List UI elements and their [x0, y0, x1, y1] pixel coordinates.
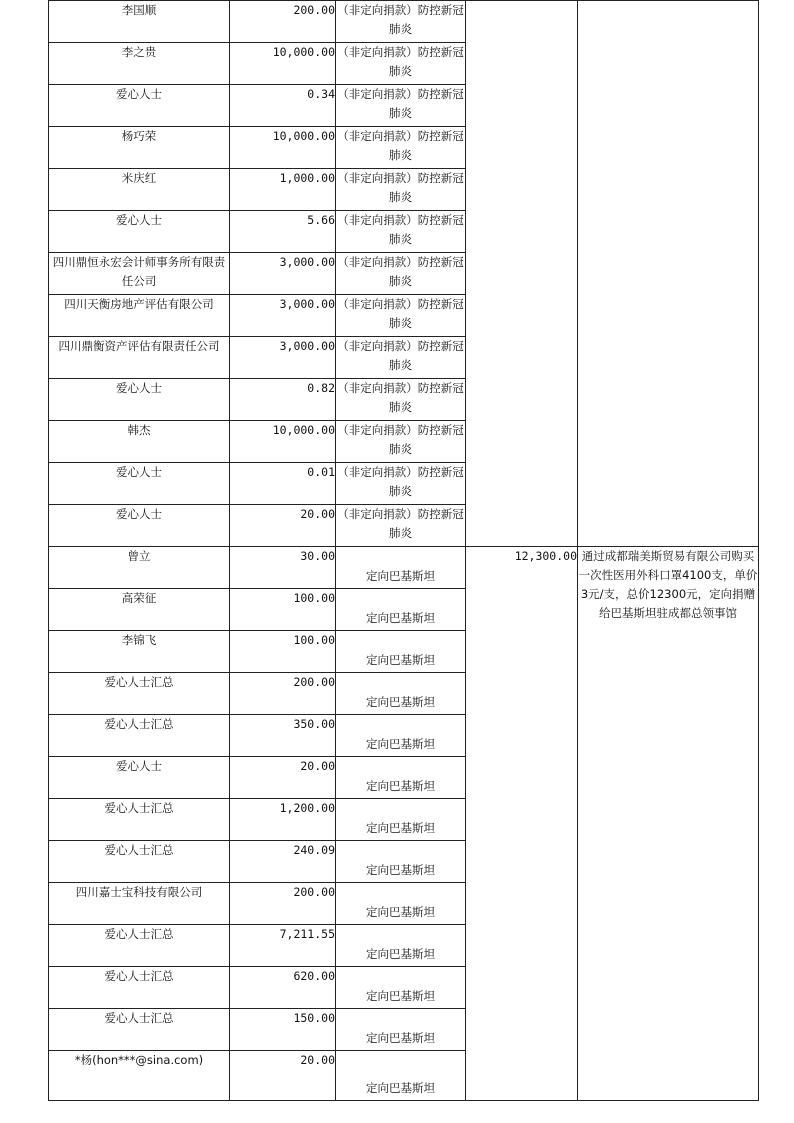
- donor-name: 爱心人士: [49, 505, 230, 547]
- donor-name: 李之贵: [49, 43, 230, 85]
- donation-purpose: 定向巴基斯坦: [336, 799, 466, 841]
- donation-amount: 10,000.00: [230, 127, 336, 169]
- donation-amount: 0.01: [230, 463, 336, 505]
- donation-purpose: （非定向捐款）防控新冠肺炎: [336, 169, 466, 211]
- donor-name: 四川天衡房地产评估有限公司: [49, 295, 230, 337]
- donation-purpose: （非定向捐款）防控新冠肺炎: [336, 43, 466, 85]
- donor-name: 爱心人士汇总: [49, 1009, 230, 1051]
- donor-name: 高荣征: [49, 589, 230, 631]
- donation-amount: 240.09: [230, 841, 336, 883]
- donor-name: 爱心人士汇总: [49, 925, 230, 967]
- total-cell-empty: [466, 1, 578, 547]
- table-row: [49, 1, 759, 43]
- donor-name: 爱心人士汇总: [49, 673, 230, 715]
- total-amount: 12,300.00: [466, 547, 578, 1101]
- donation-amount: 1,200.00: [230, 799, 336, 841]
- donation-purpose: （非定向捐款）防控新冠肺炎: [336, 379, 466, 421]
- donation-purpose: 定向巴基斯坦: [336, 1051, 466, 1101]
- donation-purpose: （非定向捐款）防控新冠肺炎: [336, 505, 466, 547]
- donor-name: *杨(hon***@sina.com): [49, 1051, 230, 1101]
- donation-amount: 100.00: [230, 589, 336, 631]
- donation-purpose: 定向巴基斯坦: [336, 715, 466, 757]
- donor-name: 爱心人士: [49, 379, 230, 421]
- donation-amount: 150.00: [230, 1009, 336, 1051]
- donation-purpose: （非定向捐款）防控新冠肺炎: [336, 337, 466, 379]
- note-cell-empty: [578, 1, 759, 547]
- donation-purpose: 定向巴基斯坦: [336, 631, 466, 673]
- donor-name: 爱心人士: [49, 463, 230, 505]
- donation-purpose: （非定向捐款）防控新冠肺炎: [336, 127, 466, 169]
- donor-name: 四川鼎恒永宏会计师事务所有限责任公司: [49, 253, 230, 295]
- donation-amount: 5.66: [230, 211, 336, 253]
- donation-purpose: （非定向捐款）防控新冠肺炎: [336, 1, 466, 43]
- donation-purpose: （非定向捐款）防控新冠肺炎: [336, 211, 466, 253]
- donation-amount: 20.00: [230, 757, 336, 799]
- donation-amount: 3,000.00: [230, 295, 336, 337]
- donation-amount: 3,000.00: [230, 337, 336, 379]
- donation-amount: 10,000.00: [230, 43, 336, 85]
- donor-name: 李国顺: [49, 1, 230, 43]
- donation-amount: 0.82: [230, 379, 336, 421]
- donation-purpose: 定向巴基斯坦: [336, 1009, 466, 1051]
- donation-table: [48, 0, 759, 1101]
- usage-note: 通过成都瑞美斯贸易有限公司购买一次性医用外科口罩4100支，单价3元/支，总价12300元，定向捐赠给巴基斯坦驻成都总领事馆: [578, 547, 759, 1101]
- donor-name: 爱心人士: [49, 85, 230, 127]
- donor-name: 四川鼎衡资产评估有限责任公司: [49, 337, 230, 379]
- donation-amount: 200.00: [230, 883, 336, 925]
- donation-amount: 100.00: [230, 631, 336, 673]
- donation-purpose: 定向巴基斯坦: [336, 547, 466, 589]
- donation-purpose: 定向巴基斯坦: [336, 883, 466, 925]
- donor-name: 爱心人士汇总: [49, 841, 230, 883]
- donation-purpose: （非定向捐款）防控新冠肺炎: [336, 253, 466, 295]
- donor-name: 爱心人士: [49, 757, 230, 799]
- donor-name: 四川嘉士宝科技有限公司: [49, 883, 230, 925]
- donor-name: 韩杰: [49, 421, 230, 463]
- donor-name: 爱心人士汇总: [49, 715, 230, 757]
- donor-name: 曾立: [49, 547, 230, 589]
- donation-purpose: 定向巴基斯坦: [336, 925, 466, 967]
- donation-amount: 30.00: [230, 547, 336, 589]
- donor-name: 爱心人士: [49, 211, 230, 253]
- donation-amount: 350.00: [230, 715, 336, 757]
- donation-amount: 7,211.55: [230, 925, 336, 967]
- donation-purpose: 定向巴基斯坦: [336, 589, 466, 631]
- donation-purpose: （非定向捐款）防控新冠肺炎: [336, 421, 466, 463]
- donation-purpose: （非定向捐款）防控新冠肺炎: [336, 463, 466, 505]
- donation-amount: 3,000.00: [230, 253, 336, 295]
- donation-amount: 10,000.00: [230, 421, 336, 463]
- donation-purpose: 定向巴基斯坦: [336, 967, 466, 1009]
- donation-purpose: （非定向捐款）防控新冠肺炎: [336, 85, 466, 127]
- donation-purpose: 定向巴基斯坦: [336, 841, 466, 883]
- donation-amount: 620.00: [230, 967, 336, 1009]
- donation-amount: 20.00: [230, 1051, 336, 1101]
- donation-amount: 20.00: [230, 505, 336, 547]
- donation-purpose: 定向巴基斯坦: [336, 757, 466, 799]
- donation-purpose: （非定向捐款）防控新冠肺炎: [336, 295, 466, 337]
- donation-amount: 200.00: [230, 673, 336, 715]
- donor-name: 杨巧荣: [49, 127, 230, 169]
- donor-name: 李锦飞: [49, 631, 230, 673]
- donation-amount: 1,000.00: [230, 169, 336, 211]
- donation-amount: 0.34: [230, 85, 336, 127]
- table-row: [49, 547, 759, 589]
- donation-purpose: 定向巴基斯坦: [336, 673, 466, 715]
- donation-amount: 200.00: [230, 1, 336, 43]
- donor-name: 爱心人士汇总: [49, 799, 230, 841]
- donor-name: 爱心人士汇总: [49, 967, 230, 1009]
- donor-name: 米庆红: [49, 169, 230, 211]
